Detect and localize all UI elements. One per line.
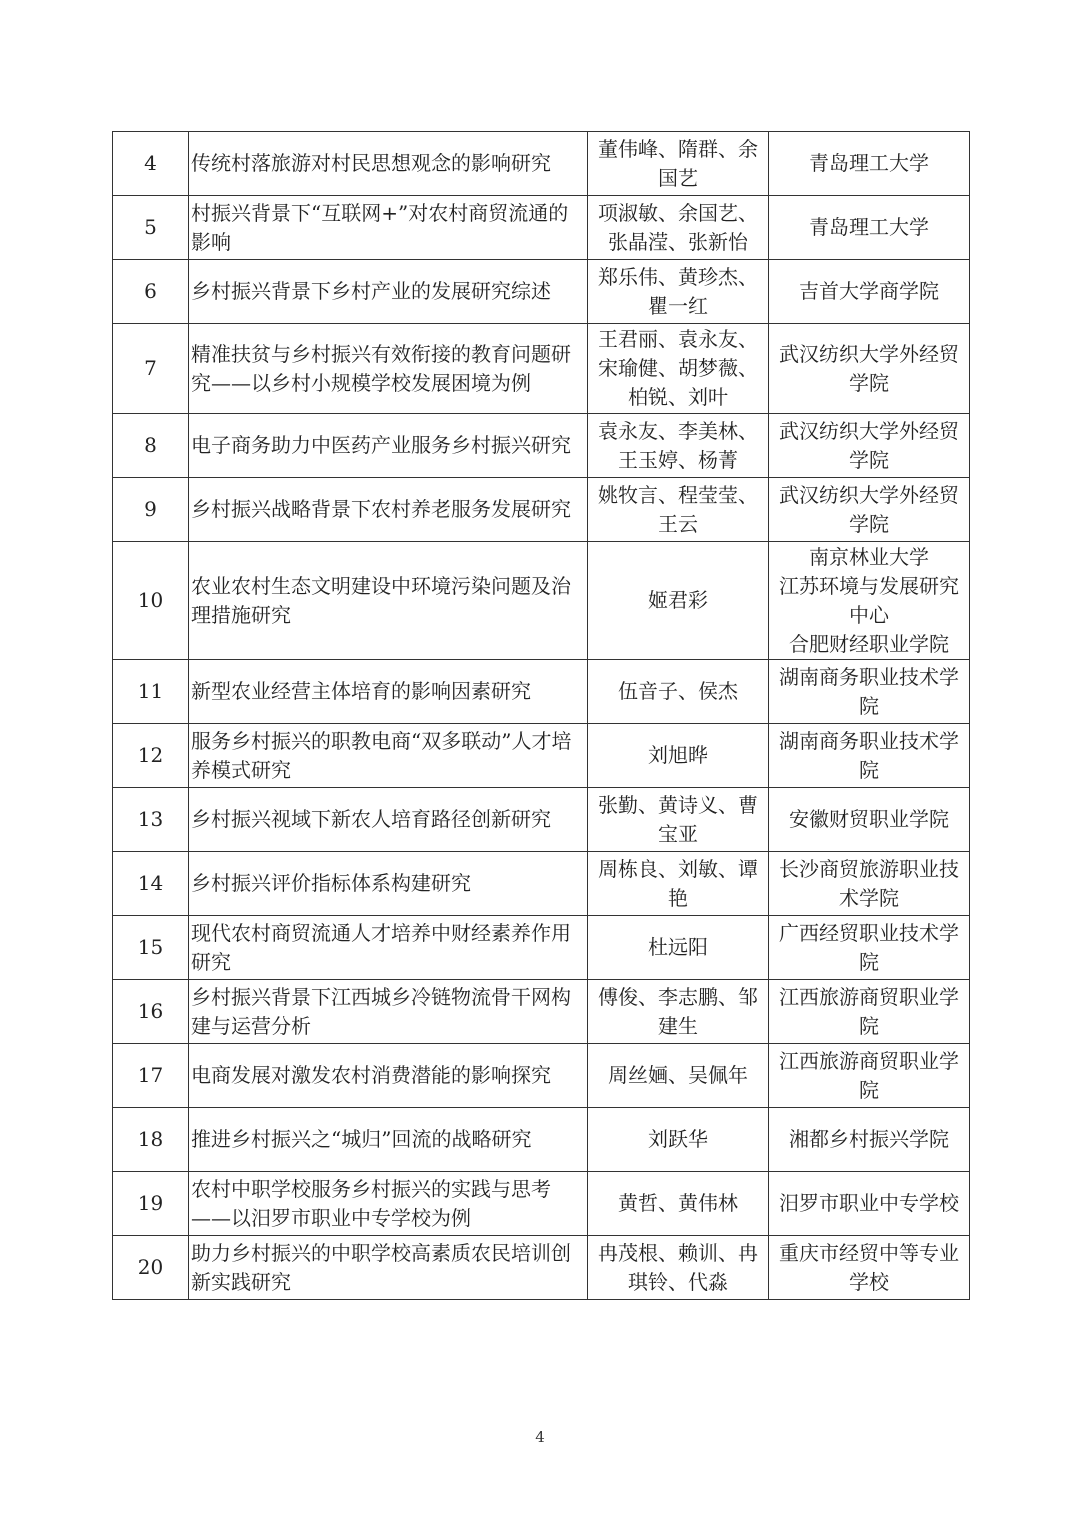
project-authors: 杜远阳 — [588, 916, 769, 980]
unit-name: 合肥财经职业学院 — [789, 631, 949, 656]
row-number: 9 — [113, 478, 189, 542]
table-row — [113, 916, 970, 980]
unit-name: 武汉纺织大学外经贸学院 — [779, 418, 959, 472]
table-row — [113, 1108, 970, 1172]
project-title: 新型农业经营主体培育的影响因素研究 — [189, 660, 588, 724]
project-unit — [769, 660, 970, 724]
results-table — [112, 131, 970, 1300]
unit-name: 青岛理工大学 — [809, 151, 929, 175]
project-title: 乡村振兴评价指标体系构建研究 — [189, 852, 588, 916]
project-title: 精准扶贫与乡村振兴有效衔接的教育问题研究——以乡村小规模学校发展困境为例 — [189, 324, 588, 414]
row-number: 15 — [113, 916, 189, 980]
project-unit — [769, 724, 970, 788]
unit-name: 江苏环境与发展研究中心 — [779, 573, 959, 627]
unit-name: 广西经贸职业技术学院 — [779, 920, 959, 974]
unit-name: 湖南商务职业技术学院 — [779, 664, 959, 718]
row-number: 20 — [113, 1236, 189, 1300]
project-unit — [769, 1236, 970, 1300]
unit-name: 武汉纺织大学外经贸学院 — [779, 341, 959, 395]
table-row — [113, 542, 970, 660]
project-unit — [769, 1108, 970, 1172]
project-authors: 张勤、黄诗义、曹宝亚 — [588, 788, 769, 852]
project-title: 乡村振兴背景下江西城乡冷链物流骨干网构建与运营分析 — [189, 980, 588, 1044]
project-authors: 刘跃华 — [588, 1108, 769, 1172]
project-title: 乡村振兴战略背景下农村养老服务发展研究 — [189, 478, 588, 542]
table-row — [113, 324, 970, 414]
project-unit — [769, 852, 970, 916]
project-title: 服务乡村振兴的职教电商“双多联动”人才培养模式研究 — [189, 724, 588, 788]
project-authors: 郑乐伟、黄珍杰、瞿一红 — [588, 260, 769, 324]
project-unit — [769, 132, 970, 196]
row-number: 8 — [113, 414, 189, 478]
project-authors: 周丝婳、吴佩年 — [588, 1044, 769, 1108]
project-unit — [769, 542, 970, 660]
unit-name: 江西旅游商贸职业学院 — [779, 984, 959, 1038]
project-authors: 袁永友、李美林、王玉婷、杨菁 — [588, 414, 769, 478]
project-authors: 姚牧言、程莹莹、王云 — [588, 478, 769, 542]
table-row — [113, 852, 970, 916]
unit-name: 江西旅游商贸职业学院 — [779, 1048, 959, 1102]
table-row — [113, 478, 970, 542]
unit-name: 重庆市经贸中等专业学校 — [779, 1240, 959, 1294]
row-number: 10 — [113, 542, 189, 660]
table-row — [113, 1044, 970, 1108]
project-unit — [769, 916, 970, 980]
row-number: 7 — [113, 324, 189, 414]
project-authors: 姬君彩 — [588, 542, 769, 660]
project-authors: 伍音子、侯杰 — [588, 660, 769, 724]
row-number: 6 — [113, 260, 189, 324]
project-authors: 刘旭晔 — [588, 724, 769, 788]
project-authors: 周栋良、刘敏、谭艳 — [588, 852, 769, 916]
row-number: 12 — [113, 724, 189, 788]
project-authors: 王君丽、袁永友、宋瑜健、胡梦薇、柏锐、刘叶 — [588, 324, 769, 414]
unit-name: 青岛理工大学 — [809, 215, 929, 239]
unit-name: 吉首大学商学院 — [799, 279, 939, 303]
project-title: 助力乡村振兴的中职学校高素质农民培训创新实践研究 — [189, 1236, 588, 1300]
unit-name: 长沙商贸旅游职业技术学院 — [779, 856, 959, 910]
page-number: 4 — [535, 1428, 545, 1446]
table-row — [113, 980, 970, 1044]
project-title: 电商发展对激发农村消费潜能的影响探究 — [189, 1044, 588, 1108]
row-number: 18 — [113, 1108, 189, 1172]
row-number: 4 — [113, 132, 189, 196]
project-unit — [769, 1172, 970, 1236]
project-authors: 项淑敏、余国艺、张晶滢、张新怡 — [588, 196, 769, 260]
unit-name: 南京林业大学 — [809, 544, 929, 569]
project-authors: 傅俊、李志鹏、邹建生 — [588, 980, 769, 1044]
project-title: 乡村振兴视域下新农人培育路径创新研究 — [189, 788, 588, 852]
unit-name: 安徽财贸职业学院 — [789, 807, 949, 831]
unit-name: 湖南商务职业技术学院 — [779, 728, 959, 782]
project-unit — [769, 196, 970, 260]
table-row — [113, 196, 970, 260]
project-title: 推进乡村振兴之“城归”回流的战略研究 — [189, 1108, 588, 1172]
unit-name: 湘都乡村振兴学院 — [789, 1127, 949, 1151]
project-title: 电子商务助力中医药产业服务乡村振兴研究 — [189, 414, 588, 478]
row-number: 13 — [113, 788, 189, 852]
project-title: 农业农村生态文明建设中环境污染问题及治理措施研究 — [189, 542, 588, 660]
row-number: 19 — [113, 1172, 189, 1236]
table-row — [113, 132, 970, 196]
project-title: 现代农村商贸流通人才培养中财经素养作用研究 — [189, 916, 588, 980]
unit-name: 汨罗市职业中专学校 — [779, 1191, 959, 1215]
table-row — [113, 260, 970, 324]
project-unit — [769, 1044, 970, 1108]
table-row — [113, 724, 970, 788]
project-title: 乡村振兴背景下乡村产业的发展研究综述 — [189, 260, 588, 324]
row-number: 17 — [113, 1044, 189, 1108]
row-number: 14 — [113, 852, 189, 916]
project-unit — [769, 414, 970, 478]
unit-name: 武汉纺织大学外经贸学院 — [779, 482, 959, 536]
project-unit — [769, 788, 970, 852]
row-number: 11 — [113, 660, 189, 724]
table-row — [113, 1236, 970, 1300]
project-authors: 冉茂根、赖训、冉琪铃、代淼 — [588, 1236, 769, 1300]
project-unit — [769, 260, 970, 324]
project-unit — [769, 980, 970, 1044]
table-row — [113, 788, 970, 852]
table-row — [113, 660, 970, 724]
project-authors: 董伟峰、隋群、余国艺 — [588, 132, 769, 196]
project-title: 农村中职学校服务乡村振兴的实践与思考——以汨罗市职业中专学校为例 — [189, 1172, 588, 1236]
project-title: 传统村落旅游对村民思想观念的影响研究 — [189, 132, 588, 196]
project-unit — [769, 478, 970, 542]
table-row — [113, 1172, 970, 1236]
table-row — [113, 414, 970, 478]
project-unit — [769, 324, 970, 414]
project-title: 村振兴背景下“互联网+”对农村商贸流通的影响 — [189, 196, 588, 260]
row-number: 16 — [113, 980, 189, 1044]
project-authors: 黄哲、黄伟林 — [588, 1172, 769, 1236]
row-number: 5 — [113, 196, 189, 260]
